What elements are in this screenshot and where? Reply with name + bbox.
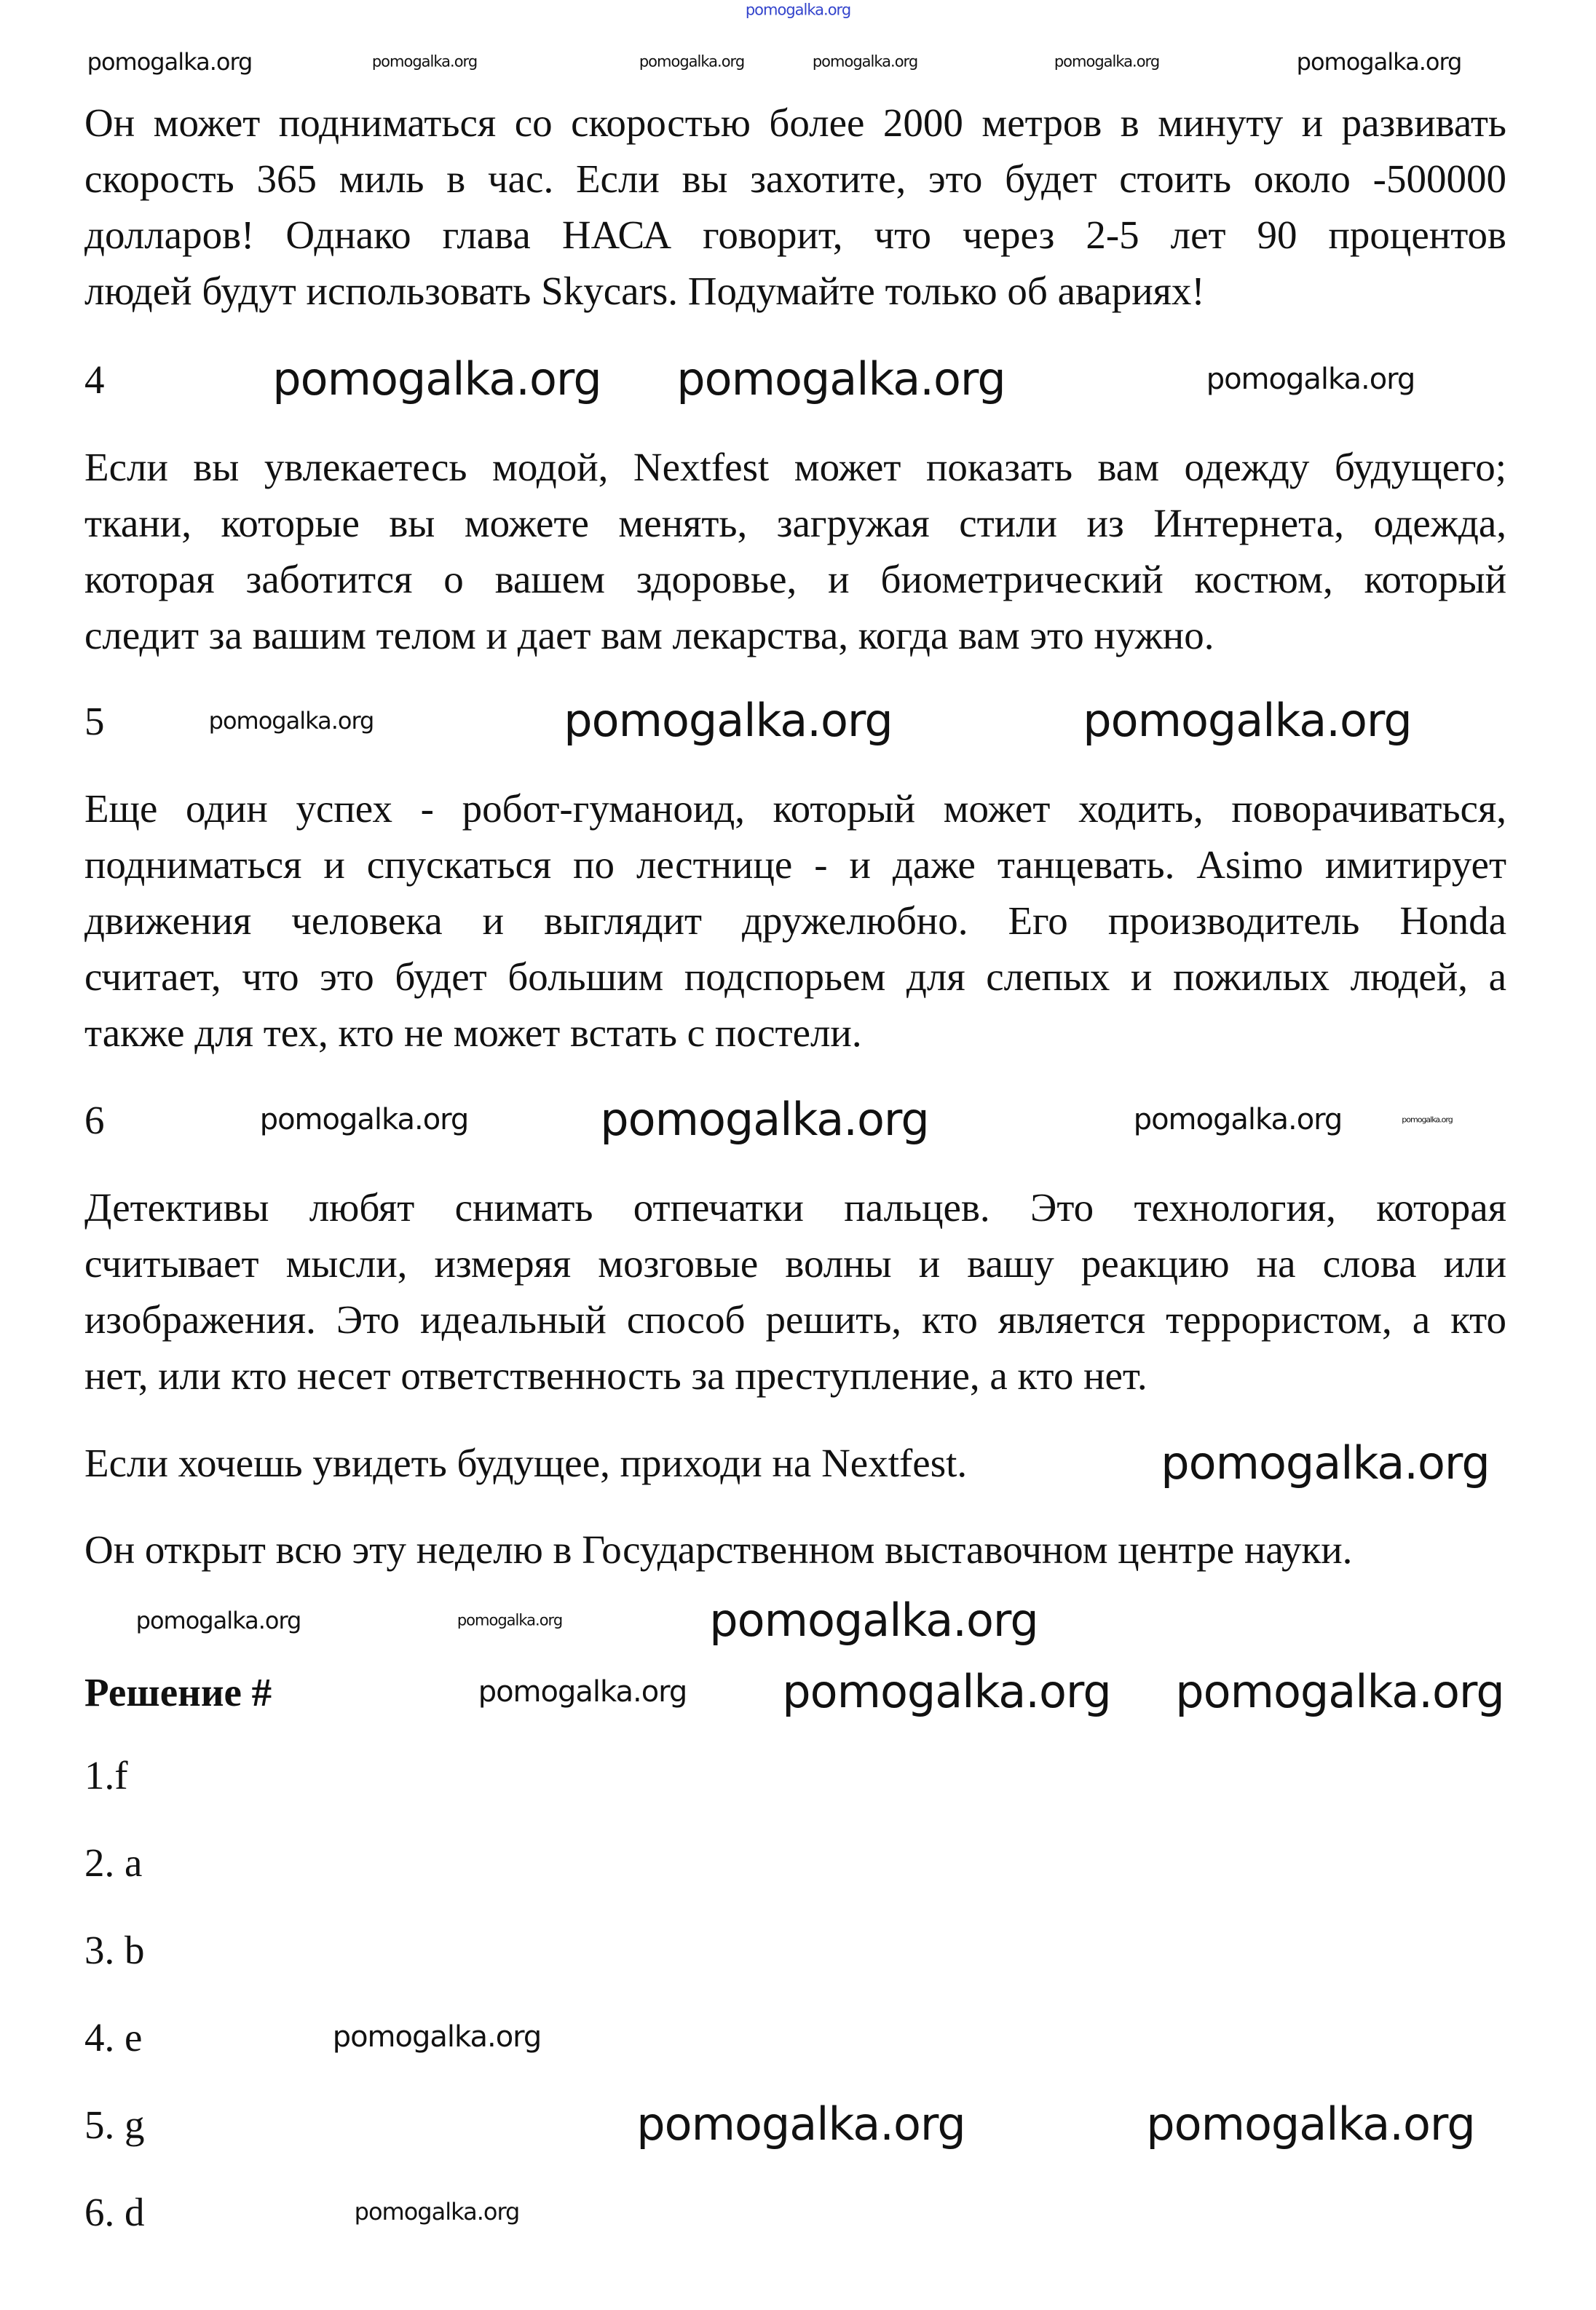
answer-1: 1.f — [84, 1753, 128, 1797]
paragraph-3 — [84, 95, 1506, 319]
watermark: pomogalka.org — [1083, 694, 1412, 747]
section-number-4: 4 — [84, 357, 105, 402]
watermark: pomogalka.org — [478, 1675, 687, 1709]
text-line: Детективы любят снимать отпечатки пальцев. Это технология, которая — [84, 1185, 1506, 1230]
text-line: Если вы увлекаетесь модой, Nextfest может показать вам одежду будущего; — [84, 445, 1506, 489]
watermark: pomogalka.org — [1296, 48, 1462, 76]
text-line: движения человека и выглядит дружелюбно. Его производитель Honda — [84, 898, 1506, 943]
solution-heading: Решение # — [84, 1670, 272, 1714]
text-line: людей будут использовать Skycars. Подумайте только об авариях! — [84, 269, 1205, 313]
answer-3: 3. b — [84, 1928, 145, 1972]
watermark: pomogalka.org — [208, 707, 374, 735]
answer-4: 4. e — [84, 2015, 143, 2060]
watermark: pomogalka.org — [272, 352, 601, 406]
text-line: изображения. Это идеальный способ решить, кто является террористом, а кто — [84, 1297, 1506, 1342]
watermark: pomogalka.org — [636, 2097, 965, 2151]
watermark: pomogalka.org — [371, 52, 478, 71]
text-line: считает, что это будет большим подспорьем для слепых и пожилых людей, а — [84, 954, 1506, 999]
answer-6: 6. d — [84, 2190, 145, 2234]
answer-2: 2. a — [84, 1840, 143, 1885]
answer-5: 5. g — [84, 2103, 145, 2147]
text-line: долларов! Однако глава НАСА говорит, что через 2-5 лет 90 процентов — [84, 213, 1506, 257]
paragraph-5 — [84, 780, 1506, 1061]
closing-line-2: Он открыт всю эту неделю в Государственном выставочном центре науки. — [84, 1527, 1353, 1572]
text-line: Еще один успех - робот-гуманоид, который может ходить, поворачиваться, — [84, 786, 1506, 831]
watermark: pomogalka.org — [1402, 1115, 1453, 1125]
text-line: ткани, которые вы можете менять, загружая стили из Интернета, одежда, — [84, 501, 1506, 545]
text-line: которая заботится о вашем здоровье, и биометрический костюм, который — [84, 557, 1506, 601]
watermark: pomogalka.org — [457, 1611, 563, 1629]
section-number-5: 5 — [84, 699, 105, 743]
text-line: следит за вашим телом и дает вам лекарства, когда вам это нужно. — [84, 613, 1214, 657]
paragraph-6 — [84, 1179, 1506, 1404]
text-line: нет, или кто несет ответственность за преступление, а кто нет. — [84, 1353, 1147, 1398]
text-line: скорость 365 миль в час. Если вы захотите, это будет стоить около -500000 — [84, 157, 1506, 201]
watermark: pomogalka.org — [1175, 1665, 1504, 1718]
watermark: pomogalka.org — [1146, 2097, 1475, 2151]
watermark: pomogalka.org — [1054, 52, 1160, 71]
text-line: подниматься и спускаться по лестнице - и даже танцевать. Asimo имитирует — [84, 842, 1506, 887]
paragraph-4 — [84, 439, 1506, 663]
watermark: pomogalka.org — [87, 48, 253, 76]
watermark: pomogalka.org — [745, 1, 851, 19]
watermark: pomogalka.org — [782, 1665, 1111, 1718]
watermark: pomogalka.org — [600, 1093, 929, 1146]
watermark: pomogalka.org — [259, 1103, 469, 1136]
watermark: pomogalka.org — [639, 52, 745, 71]
watermark: pomogalka.org — [812, 52, 918, 71]
watermark: pomogalka.org — [564, 694, 893, 747]
text-line: также для тех, кто не может встать с постели. — [84, 1010, 862, 1055]
watermark: pomogalka.org — [1206, 363, 1415, 396]
watermark: pomogalka.org — [676, 352, 1006, 406]
watermark: pomogalka.org — [1161, 1436, 1490, 1490]
watermark: pomogalka.org — [1133, 1103, 1343, 1136]
text-line: считывает мысли, измеряя мозговые волны и вашу реакцию на слова или — [84, 1241, 1506, 1286]
watermark: pomogalka.org — [135, 1607, 301, 1634]
text-line: Он может подниматься со скоростью более 2000 метров в минуту и развивать — [84, 100, 1506, 145]
watermark: pomogalka.org — [332, 2020, 542, 2054]
section-number-6: 6 — [84, 1098, 105, 1142]
closing-line-1: Если хочешь увидеть будущее, приходи на Nextfest. — [84, 1441, 968, 1485]
watermark: pomogalka.org — [354, 2198, 520, 2226]
watermark: pomogalka.org — [709, 1594, 1038, 1647]
